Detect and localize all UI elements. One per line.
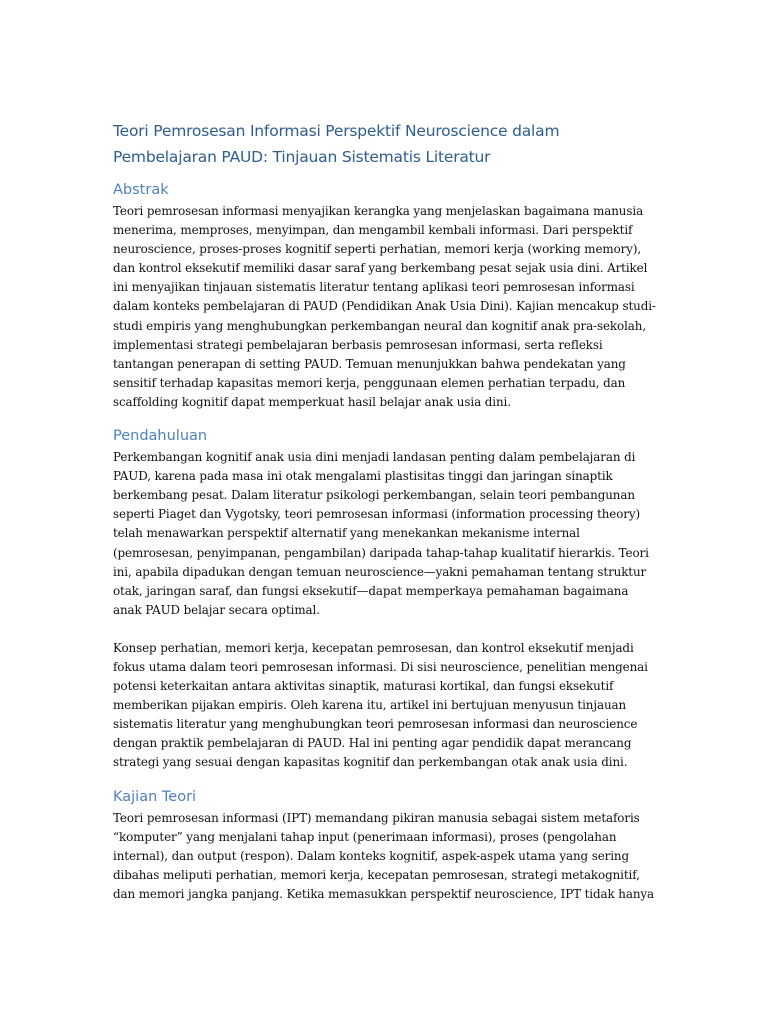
abstrak-paragraph: Teori pemrosesan informasi menyajikan kerangka yang menjelaskan bagaimana manusia menerima, memproses, menyimpan, dan mengambil kembali informasi. Dari perspektif neuroscience, proses-proses kognitif seperti perhatian, memori kerja (working memory), dan kontrol eksekutif memiliki dasar saraf yang berkembang pesat sejak usia dini. Artikel ini menyajikan tinjauan sistematis literatur tentang aplikasi teori pemrosesan informasi dalam konteks pembelajaran di PAUD (Pendidikan Anak Usia Dini). Kajian mencakup studi-studi empiris yang menghubungkan perkembangan neural dan kognitif anak pra-sekolah, implementasi strategi pembelajaran berbasis pemrosesan informasi, serta refleksi tantangan penerapan di setting PAUD. Temuan menunjukkan bahwa pendekatan yang sensitif terhadap kapasitas memori kerja, penggunaan elemen perhatian terpadu, dan scaffolding kognitif dapat memperkuat hasil belajar anak usia dini. (113, 204, 656, 409)
document-page (113, 118, 658, 904)
document-title: Teori Pemrosesan Informasi Perspektif Neuroscience dalam Pembelajaran PAUD: Tinjauan Sistematis Literatur (113, 122, 560, 166)
section-abstrak (113, 180, 658, 412)
pendahuluan-paragraph-1: Perkembangan kognitif anak usia dini menjadi landasan penting dalam pembelajaran di PAUD, karena pada masa ini otak mengalami plastisitas tinggi dan jaringan sinaptik berkembang pesat. Dalam literatur psikologi perkembangan, selain teori pembangunan seperti Piaget dan Vygotsky, teori pemrosesan informasi (information processing theory) telah menawarkan perspektif alternatif yang menekankan mekanisme internal (pemrosesan, penyimpanan, pengambilan) daripada tahap-tahap kualitatif hierarkis. Teori ini, apabila dipadukan dengan temuan neuroscience—yakni pemahaman tentang struktur otak, jaringan saraf, dan fungsi eksekutif—dapat memperkaya pemahaman bagaimana anak PAUD belajar secara optimal. (113, 450, 649, 617)
section-kajian-teori (113, 787, 658, 904)
kajian-teori-paragraph: Teori pemrosesan informasi (IPT) memandang pikiran manusia sebagai sistem metaforis “komputer” yang menjalani tahap input (penerimaan informasi), proses (pengolahan internal), dan output (respon). Dalam konteks kognitif, aspek-aspek utama yang sering dibahas meliputi perhatian, memori kerja, kecepatan pemrosesan, strategi metakognitif, dan memori jangka panjang. Ketika memasukkan perspektif neuroscience, IPT tidak hanya (113, 810, 655, 901)
pendahuluan-paragraph-2: Konsep perhatian, memori kerja, kecepatan pemrosesan, dan kontrol eksekutif menjadi fokus utama dalam teori pemrosesan informasi. Di sisi neuroscience, penelitian mengenai potensi keterkaitan antara aktivitas sinaptik, maturasi kortikal, dan fungsi eksekutif memberikan pijakan empiris. Oleh karena itu, artikel ini bertujuan menyusun tinjauan sistematis literatur yang menghubungkan teori pemrosesan informasi dan neuroscience dengan praktik pembelajaran di PAUD. Hal ini penting agar pendidik dapat merancang strategi yang sesuai dengan kapasitas kognitif dan perkembangan otak anak usia dini. (113, 640, 648, 770)
section-pendahuluan (113, 426, 658, 773)
section-heading-kajian-teori: Kajian Teori (113, 788, 197, 805)
section-heading-pendahuluan: Pendahuluan (113, 428, 208, 445)
section-heading-abstrak: Abstrak (113, 182, 169, 198)
